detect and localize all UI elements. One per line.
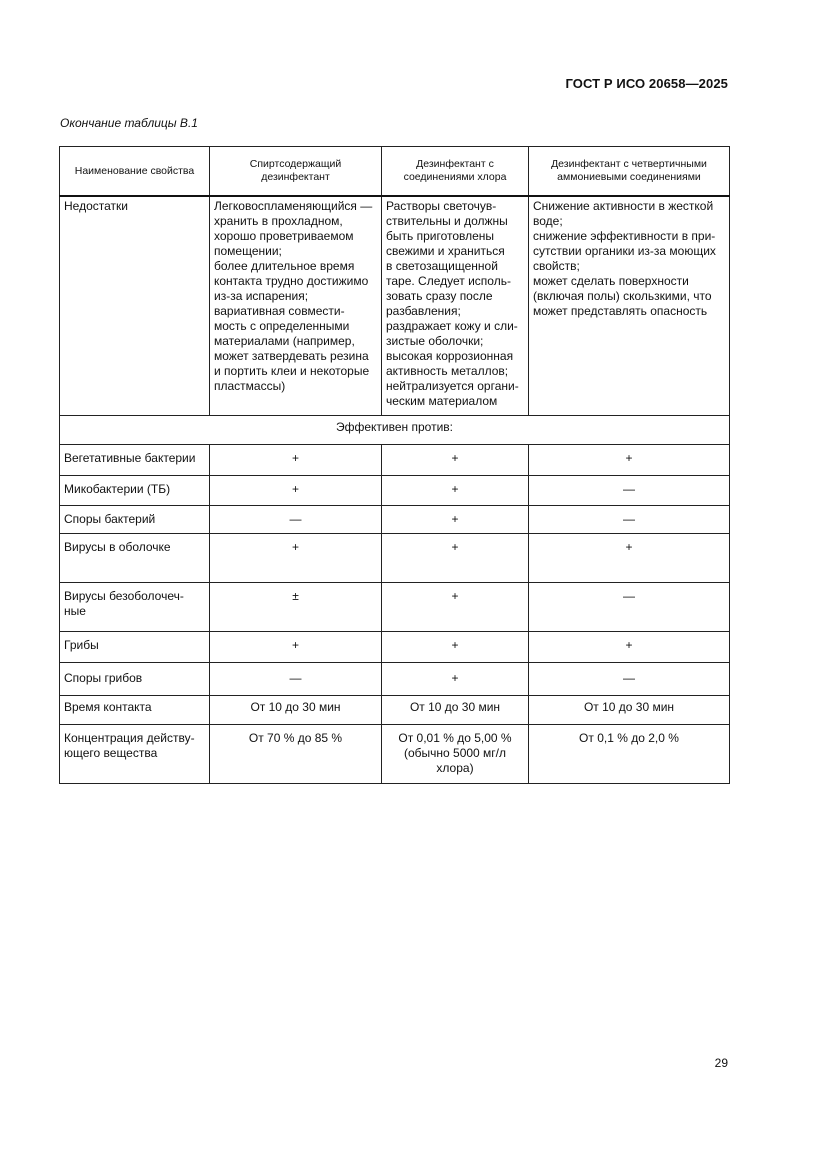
document-code: ГОСТ Р ИСО 20658—2025 (565, 76, 728, 91)
row-quat-value: — (529, 476, 730, 506)
table-row (60, 632, 730, 663)
row-label: Вегетативные бактерии (60, 445, 210, 476)
drawbacks-chlorine: Растворы светочув- ствительны и должны быть приготовлены свежими и храниться в светозащищенной таре. Следует исполь- зовать сразу после разбавления; раздражает кожу и сли- зистые оболочки; высокая коррозионная активность металлов; нейтрализуется органи- ческим материалом (382, 196, 529, 416)
header-chlorine: Дезинфектант с соединениями хлора (382, 147, 529, 197)
row-quat-value: — (529, 506, 730, 534)
table-row (60, 534, 730, 583)
table-caption: Окончание таблицы В.1 (60, 116, 198, 130)
row-label: Вирусы безоболочеч- ные (60, 583, 210, 632)
row-chlorine-value: + (382, 663, 529, 696)
row-label: Споры бактерий (60, 506, 210, 534)
page-number: 29 (714, 1056, 728, 1070)
row-label: Микобактерии (ТБ) (60, 476, 210, 506)
row-chlorine-value: + (382, 506, 529, 534)
row-chlorine-value: От 10 до 30 мин (382, 696, 529, 725)
row-alcohol-value: — (210, 506, 382, 534)
table-row (60, 663, 730, 696)
row-quat-value: От 10 до 30 мин (529, 696, 730, 725)
row-chlorine-value: + (382, 476, 529, 506)
table-row (60, 725, 730, 784)
row-alcohol-value: + (210, 534, 382, 583)
row-alcohol-value: ± (210, 583, 382, 632)
table-row (60, 583, 730, 632)
drawbacks-alcohol: Легковоспламеняющийся — хранить в прохладном, хорошо проветриваемом помещении; более длительное время контакта трудно достижимо из-за испарения; вариативная совмести- мость с определенными материалами (например, может затвердевать резина и портить клеи и некоторые пластмассы) (210, 196, 382, 416)
disinfectant-table (59, 146, 730, 784)
table-row-effective-against (60, 416, 730, 445)
table-row (60, 445, 730, 476)
row-alcohol-value: — (210, 663, 382, 696)
row-chlorine-value: + (382, 583, 529, 632)
table-row-drawbacks (60, 196, 730, 416)
row-label: Время контакта (60, 696, 210, 725)
row-chlorine-value: + (382, 534, 529, 583)
table-row (60, 506, 730, 534)
table-row (60, 476, 730, 506)
row-chlorine-value: + (382, 632, 529, 663)
row-alcohol-value: + (210, 445, 382, 476)
row-quat-value: — (529, 663, 730, 696)
header-property: Наименование свойства (60, 147, 210, 197)
row-quat-value: + (529, 445, 730, 476)
row-quat-value: + (529, 534, 730, 583)
row-label: Концентрация действу- ющего вещества (60, 725, 210, 784)
drawbacks-quat: Снижение активности в жесткой воде; снижение эффективности в при- сутствии органики из-за моющих свойств; может сделать поверхности (включая полы) скользкими, что может представлять опасность (529, 196, 730, 416)
row-quat-value: — (529, 583, 730, 632)
header-quat: Дезинфектант с четвертичными аммониевыми соединениями (529, 147, 730, 197)
drawbacks-label: Недостатки (60, 196, 210, 416)
effective-against-heading: Эффективен против: (60, 416, 730, 445)
row-quat-value: От 0,1 % до 2,0 % (529, 725, 730, 784)
row-chlorine-value: + (382, 445, 529, 476)
row-alcohol-value: + (210, 476, 382, 506)
row-label: Споры грибов (60, 663, 210, 696)
row-alcohol-value: От 70 % до 85 % (210, 725, 382, 784)
row-alcohol-value: От 10 до 30 мин (210, 696, 382, 725)
row-label: Грибы (60, 632, 210, 663)
table-header-row (60, 147, 730, 197)
row-chlorine-value: От 0,01 % до 5,00 % (обычно 5000 мг/л хлора) (382, 725, 529, 784)
row-label: Вирусы в оболочке (60, 534, 210, 583)
row-quat-value: + (529, 632, 730, 663)
table-row (60, 696, 730, 725)
header-alcohol: Спиртсодержащий дезинфектант (210, 147, 382, 197)
row-alcohol-value: + (210, 632, 382, 663)
